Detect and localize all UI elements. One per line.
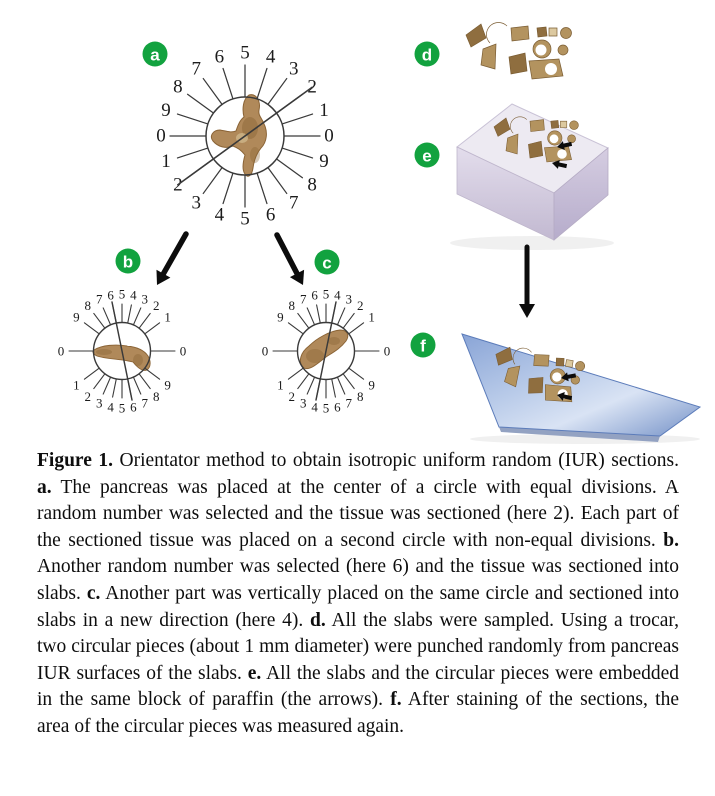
panel-badge-c	[315, 250, 340, 275]
division-number: 4	[130, 287, 137, 303]
division-line	[343, 374, 354, 388]
division-line	[145, 323, 159, 334]
division-number: 1	[319, 99, 329, 121]
tissue-piece	[481, 44, 496, 69]
panel-badge-a	[143, 42, 168, 67]
division-line	[298, 313, 309, 327]
division-number: 1	[161, 151, 171, 173]
caption-text: After staining of the sections, the area of the circular pieces was measured again.	[37, 689, 679, 737]
caption-bold-label: Figure 1.	[37, 450, 114, 471]
division-number: 5	[240, 208, 250, 230]
tissue-piece	[530, 120, 544, 132]
punched-hole	[545, 63, 557, 75]
division-line	[134, 308, 141, 324]
tissue-piece	[466, 24, 486, 47]
caption-text: All the slabs and the circular pieces were embedded in the same block of paraffin (the arrows).	[37, 662, 680, 711]
figure-caption	[37, 448, 679, 741]
division-number: 0	[156, 125, 166, 147]
division-number: 6	[265, 204, 276, 226]
division-number: 9	[164, 377, 171, 393]
division-number: 0	[57, 343, 65, 359]
tissue-piece	[560, 121, 566, 127]
caption-bold-label: b.	[663, 529, 679, 551]
division-number: 2	[152, 297, 160, 313]
caption-bold-label: c.	[86, 582, 101, 604]
division-line	[338, 378, 345, 394]
division-number: 0	[179, 343, 187, 359]
division-number: 3	[289, 58, 299, 80]
division-number: 2	[84, 389, 92, 405]
panel-badge-d	[415, 42, 440, 67]
division-number: 0	[383, 343, 391, 359]
division-number: 3	[141, 291, 149, 307]
division-line	[268, 79, 287, 104]
division-line	[338, 308, 345, 324]
panel-badge-b	[116, 249, 141, 274]
division-line	[134, 378, 141, 394]
division-line	[349, 368, 363, 379]
badge-letter: f	[420, 336, 426, 356]
division-number: 4	[334, 287, 341, 303]
tissue-piece	[551, 120, 559, 128]
block-shadow	[450, 236, 614, 250]
division-line	[288, 368, 302, 379]
division-number: 6	[107, 287, 114, 303]
flow-arrows	[156, 234, 304, 285]
division-line	[94, 313, 105, 327]
division-line	[145, 368, 159, 379]
division-number: 9	[277, 309, 284, 325]
division-number: 5	[118, 286, 126, 302]
division-number: 9	[368, 377, 375, 393]
circular-piece	[570, 121, 579, 130]
division-line	[307, 308, 314, 324]
division-line	[288, 323, 302, 334]
division-number: 6	[334, 399, 341, 415]
punched-hole	[536, 45, 547, 56]
tissue-piece	[509, 53, 527, 74]
division-number: 5	[322, 400, 330, 416]
tissue-shading	[328, 337, 340, 345]
division-number: 7	[95, 291, 103, 307]
tissue-piece	[555, 357, 565, 367]
division-number: 4	[311, 399, 318, 415]
division-line	[277, 159, 302, 178]
division-number: 1	[73, 377, 80, 393]
division-number: 0	[261, 343, 269, 359]
division-number: 2	[307, 76, 317, 98]
caption-text: Orientator method to obtain isotropic uniform random (IUR) sections.	[113, 450, 679, 471]
division-number: 4	[107, 399, 114, 415]
division-number: 6	[130, 399, 137, 415]
tissue-shading	[306, 349, 324, 363]
division-line	[113, 379, 117, 397]
tissue-shading	[250, 147, 260, 163]
badge-letter: e	[422, 146, 432, 166]
division-line	[139, 374, 150, 388]
badge-letter: b	[122, 252, 134, 272]
microscope-slide	[462, 334, 700, 444]
panel-c-cosine-circle	[262, 287, 391, 416]
division-line	[268, 168, 287, 193]
division-line	[283, 114, 313, 124]
division-number: 9	[319, 151, 329, 173]
division-number: 7	[289, 192, 299, 214]
division-number: 5	[240, 42, 250, 64]
caption-bold-label: d.	[310, 609, 326, 631]
tissue-piece	[537, 27, 547, 37]
division-number: 6	[311, 287, 318, 303]
tissue-piece	[533, 353, 550, 368]
caption-text: The pancreas was placed at the center of a circle with equal divisions. A random number was selected and the tissue was sectioned (here 2). Each part of the sectioned tissue was placed on a second circle with non-equal divisions.	[37, 476, 679, 551]
badge-letter: a	[150, 45, 160, 65]
division-number: 0	[324, 125, 334, 147]
division-number: 6	[214, 46, 225, 68]
caption-bold-label: f.	[390, 689, 402, 711]
division-number: 7	[141, 395, 149, 411]
division-line	[163, 234, 186, 274]
badge-letter: d	[421, 45, 433, 65]
division-line	[177, 114, 207, 124]
division-line	[283, 148, 313, 158]
tissue-piece	[565, 360, 573, 368]
division-number: 2	[356, 297, 364, 313]
panel-badge-e	[415, 143, 440, 168]
division-number: 3	[345, 291, 353, 307]
division-number: 9	[73, 309, 80, 325]
division-number: 5	[118, 400, 126, 416]
division-line	[298, 374, 309, 388]
division-number: 7	[345, 395, 353, 411]
division-number: 4	[214, 204, 225, 226]
panel-badge-f	[411, 333, 436, 358]
division-number: 8	[173, 76, 183, 98]
division-line	[203, 79, 222, 104]
division-line	[223, 68, 233, 98]
division-number: 2	[288, 389, 296, 405]
division-number: 3	[299, 395, 307, 411]
division-number: 8	[307, 174, 317, 196]
division-line	[277, 235, 297, 273]
division-line	[349, 323, 363, 334]
division-number: 7	[191, 58, 201, 80]
division-number: 9	[161, 99, 171, 121]
arrow-e-to-f	[519, 304, 535, 318]
panel-b-cosine-circle	[58, 287, 187, 416]
circular-piece	[558, 45, 568, 55]
division-line	[94, 374, 105, 388]
division-number: 1	[164, 309, 171, 325]
division-line	[84, 368, 98, 379]
division-number: 4	[265, 46, 276, 68]
division-number: 1	[368, 309, 375, 325]
division-number: 2	[173, 174, 183, 196]
caption-text: All the slabs were sampled. Using a trocar, two circular pieces (about 1 mm diameter) were punched randomly from pancreas IUR surfaces of the slabs.	[37, 609, 679, 684]
flow-arrow-e-to-f	[519, 247, 535, 318]
division-line	[257, 68, 267, 98]
division-line	[257, 174, 267, 204]
tissue-piece	[549, 28, 557, 36]
division-line	[188, 94, 213, 113]
badge-letter: c	[322, 253, 332, 273]
division-number: 1	[277, 377, 284, 393]
division-number: 8	[288, 297, 296, 313]
division-line	[332, 379, 336, 397]
division-line	[343, 313, 354, 327]
tissue-shading	[96, 349, 112, 355]
caption-text: Another part was vertically placed on the same circle and sectioned into slabs in a new direction (here 4).	[37, 582, 679, 631]
division-number: 7	[299, 291, 307, 307]
division-line	[128, 305, 132, 323]
division-line	[84, 323, 98, 334]
slab-pieces-d	[466, 22, 572, 79]
division-number: 8	[152, 389, 160, 405]
punched-hole	[557, 149, 567, 159]
tissue-piece	[511, 26, 529, 41]
punched-hole	[550, 134, 559, 143]
panel-a-orientator-circle	[156, 43, 334, 230]
division-number: 8	[84, 297, 92, 313]
caption-text: Another random number was selected (here 6) and the tissue was sectioned into slabs.	[37, 556, 679, 604]
division-line	[103, 378, 110, 394]
circular-piece	[561, 28, 572, 39]
division-number: 3	[95, 395, 103, 411]
division-number: 3	[191, 192, 201, 214]
caption-bold-label: a.	[37, 476, 52, 498]
division-number: 5	[322, 286, 330, 302]
caption-bold-label: e.	[247, 662, 262, 684]
slide-face	[462, 334, 700, 436]
division-number: 8	[356, 389, 364, 405]
circular-piece	[568, 135, 576, 143]
division-line	[223, 174, 233, 204]
division-line	[139, 313, 150, 327]
division-line	[203, 168, 222, 193]
tissue-shading	[133, 354, 143, 366]
division-line	[103, 308, 110, 324]
tissue-piece	[486, 22, 507, 43]
division-line	[317, 305, 321, 323]
division-line	[307, 378, 314, 394]
tissue-piece	[528, 141, 542, 158]
division-line	[177, 148, 207, 158]
